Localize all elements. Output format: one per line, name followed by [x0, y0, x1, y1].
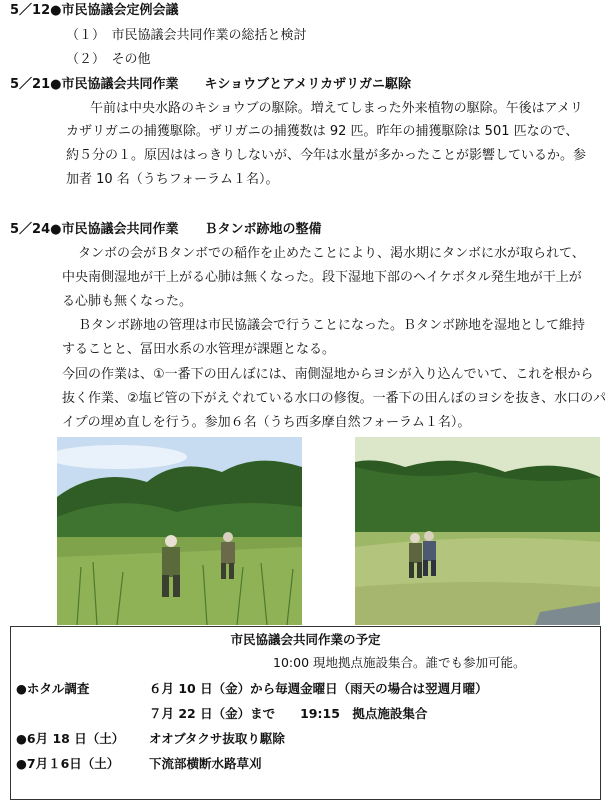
- schedule-hotaru-label: ●ホタル調査: [16, 681, 90, 696]
- schedule-event-date: ●6月 18 日（土）: [16, 731, 125, 746]
- schedule-meeting-note: 10:00 現地拠点施設集合。誰でも参加可能。: [273, 655, 526, 670]
- heading-0512: 5／12●市民協議会定例会議: [10, 3, 179, 18]
- agenda-item-2: （２） その他: [66, 52, 151, 67]
- paragraph-line: イプの埋め直しを行う。参加６名（うち西多摩自然フォーラム１名）。: [62, 415, 471, 430]
- paragraph-line: 午前は中央水路のキショウブの駆除。増えてしまった外来植物の駆除。午後はアメリ: [90, 101, 583, 116]
- agenda-item-1: （１） 市民協議会共同作業の総括と検討: [66, 28, 307, 43]
- schedule-title: 市民協議会共同作業の予定: [230, 632, 381, 647]
- paragraph-line: Ｂタンボ跡地の管理は市民協議会で行うことになった。Ｂタンボ跡地を湿地として維持: [78, 318, 586, 333]
- paragraph-line: することと、冨田水系の水管理が課題となる。: [62, 342, 336, 357]
- photo-field-maintenance: [355, 437, 600, 625]
- photo-reed-removal: [57, 437, 302, 625]
- schedule-hotaru-date-2: ７月 22 日（金）まで 19:15 拠点施設集合: [149, 706, 428, 721]
- paragraph-line: 約５分の１。原因ははっきりしないが、今年は水量が多かったことが影響しているか。参: [66, 148, 587, 163]
- paragraph-line: る心肺も無くなった。: [62, 294, 193, 309]
- schedule-box: [10, 626, 601, 800]
- heading-0521: 5／21●市民協議会共同作業 キショウブとアメリカザリガニ駆除: [10, 77, 412, 92]
- schedule-hotaru-date-1: ６月 10 日（金）から毎週金曜日（雨天の場合は翌週月曜）: [149, 681, 488, 696]
- paragraph-line: 中央南側湿地が干上がる心肺は無くなった。段下湿地下部のヘイケボタル発生地が干上が: [62, 270, 582, 285]
- paragraph-line: 今回の作業は、①一番下の田んぼには、南側湿地からヨシが入り込んでいて、これを根から: [62, 367, 594, 382]
- heading-0524: 5／24●市民協議会共同作業 Ｂタンボ跡地の整備: [10, 222, 322, 237]
- paragraph-line: タンボの会がＢタンボでの稲作を止めたことにより、渇水期にタンボに水が取られて、: [78, 246, 585, 261]
- paragraph-line: 抜く作業、②塩ビ管の下がえぐれている水口の修復。一番下の田んぼのヨシを抜き、水口のパ: [62, 391, 607, 406]
- schedule-event-task: 下流部横断水路草刈: [149, 756, 262, 771]
- paragraph-line: カザリガニの捕獲駆除。ザリガニの捕獲数は 92 匹。昨年の捕獲駆除は 501 匹なので、: [66, 124, 579, 139]
- schedule-event-task: オオブタクサ抜取り駆除: [149, 731, 285, 746]
- paragraph-line: 加者 10 名（うちフォーラム１名）。: [66, 172, 279, 187]
- schedule-event-date: ●7月１6日（土）: [16, 756, 120, 771]
